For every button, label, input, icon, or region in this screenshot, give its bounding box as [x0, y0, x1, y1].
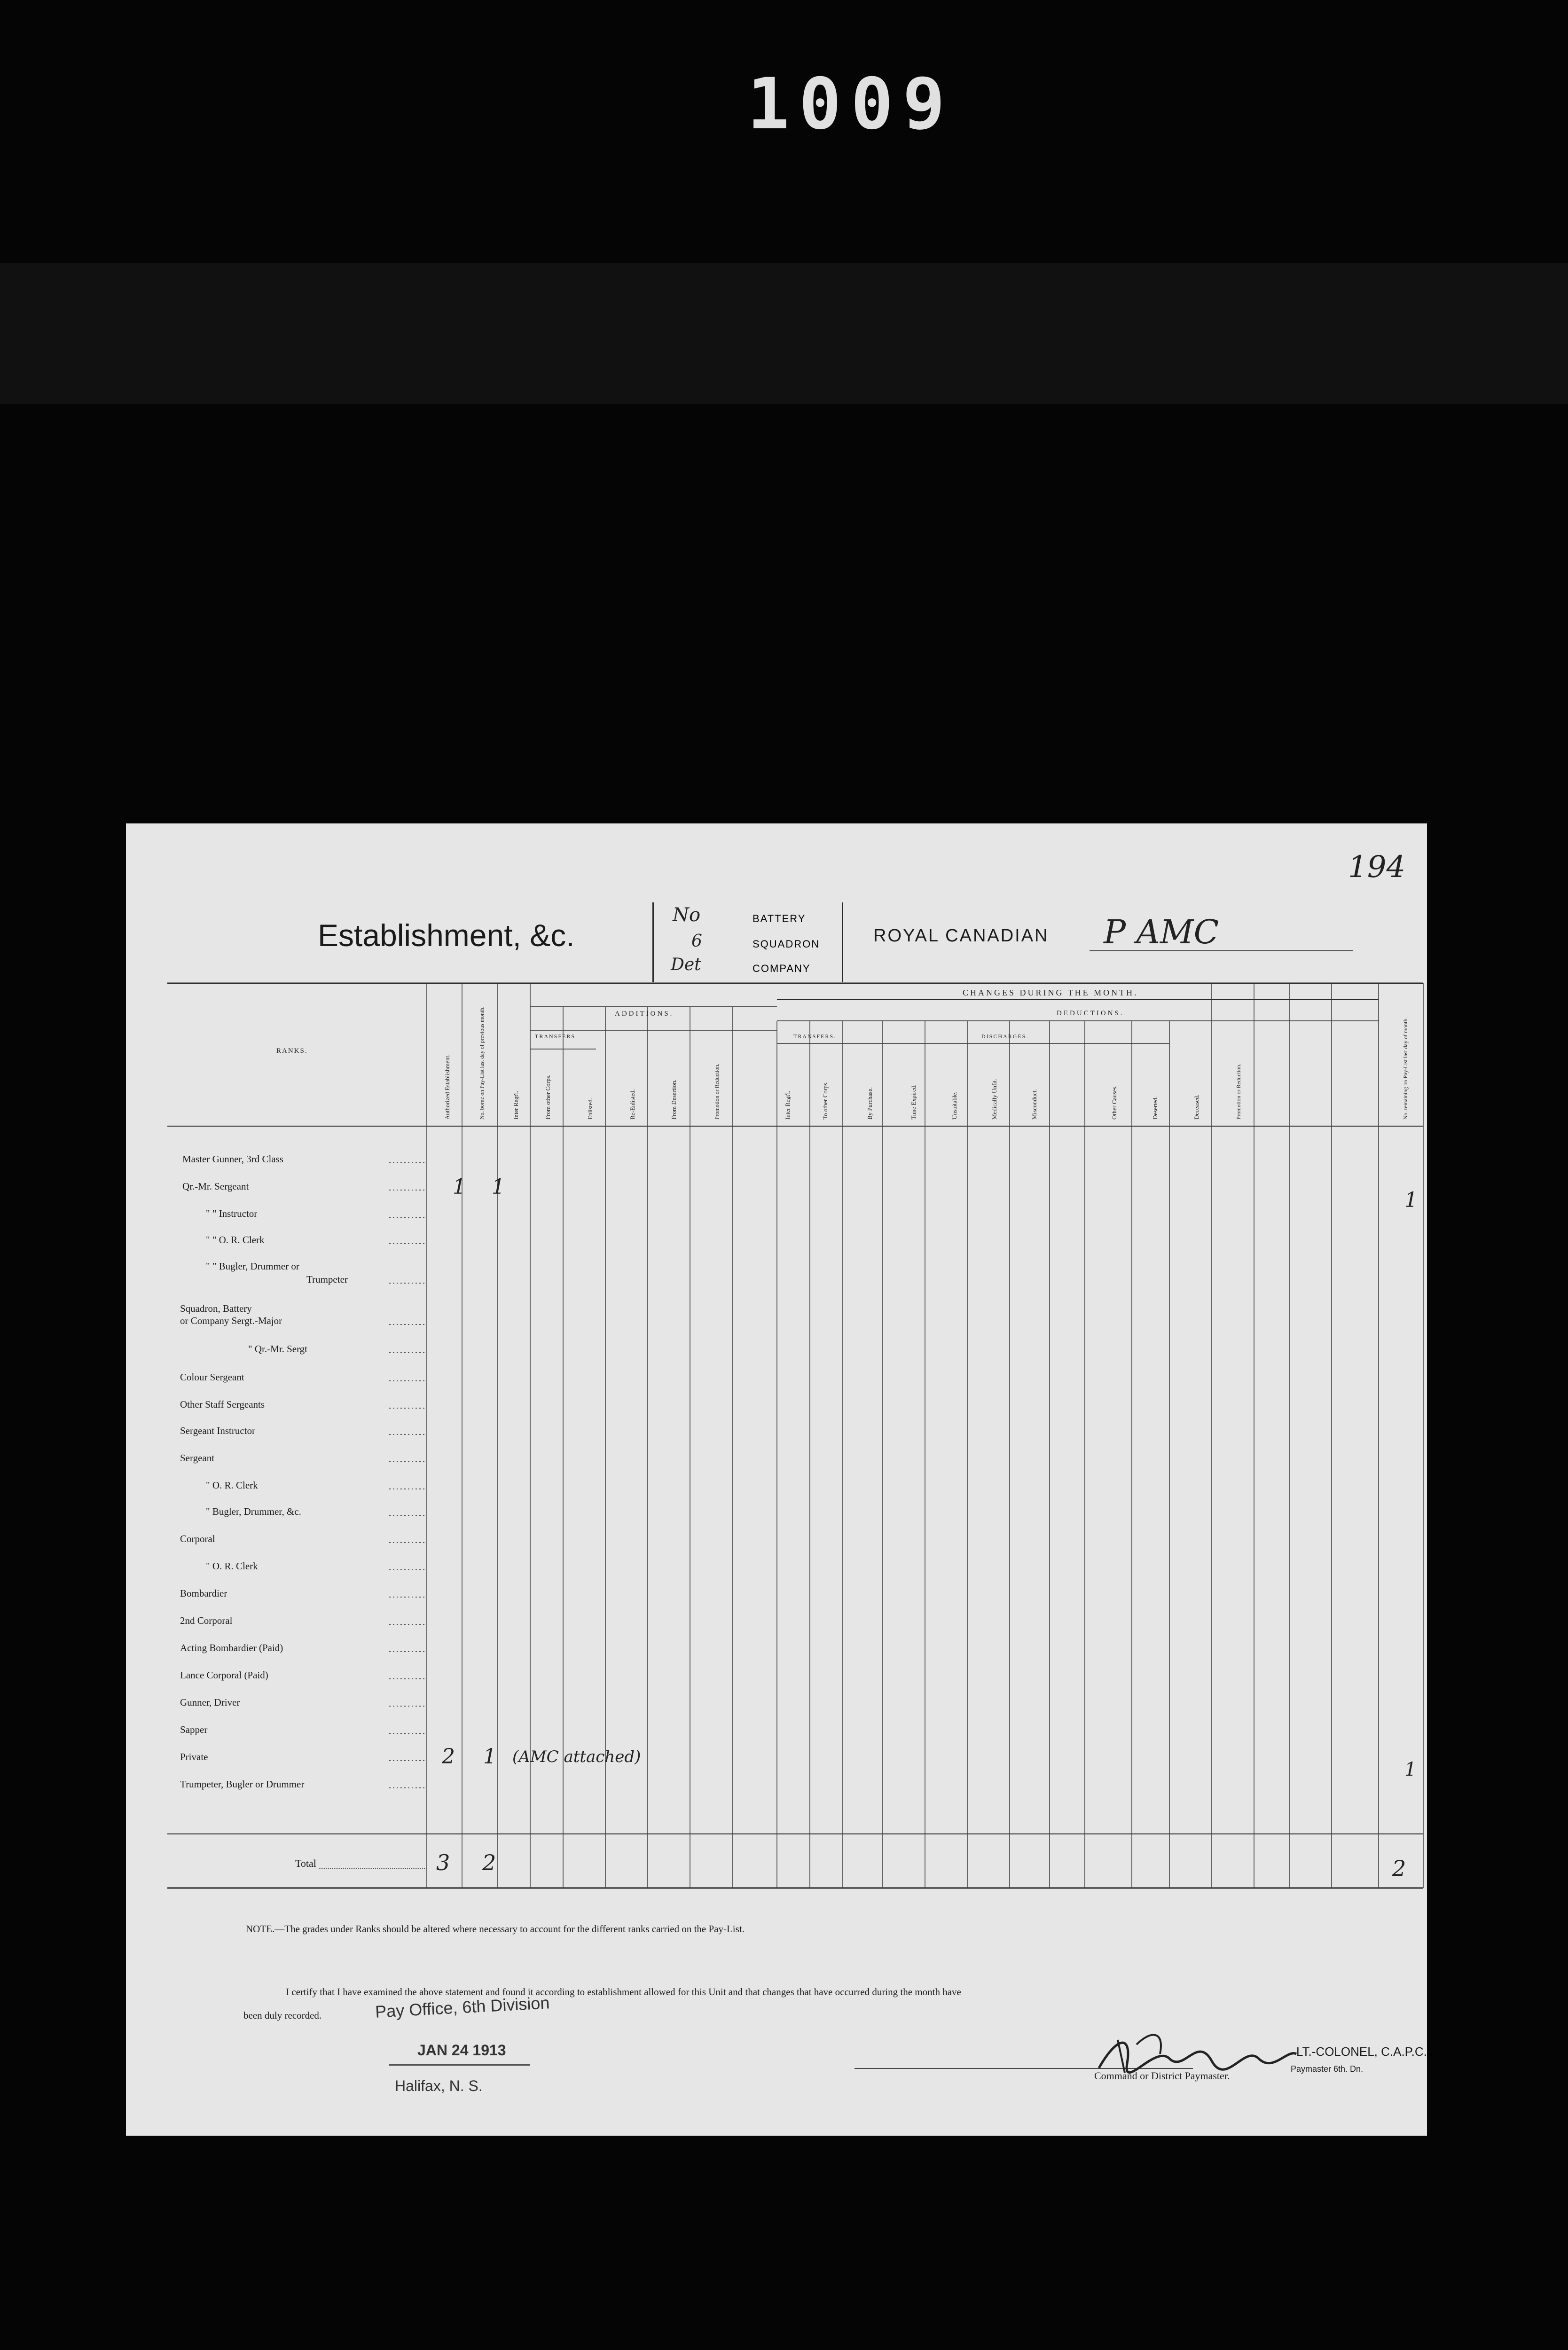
rank-row: Lance Corporal (Paid)	[180, 1669, 268, 1681]
col-to-other-corps: To other Corps.	[822, 1081, 829, 1120]
rank-row: Colour Sergeant	[180, 1371, 244, 1383]
battery-value: No	[673, 904, 701, 926]
stamp-date: JAN 24 1913	[417, 2042, 506, 2059]
corps-underline	[1090, 950, 1353, 951]
col-unsuitable: Unsuitable.	[951, 1091, 958, 1120]
col-inter-regt-ded: Inter Regt'l.	[784, 1090, 791, 1120]
col-by-purchase: By Purchase.	[866, 1087, 873, 1120]
private-authorized: 2	[442, 1745, 455, 1769]
signature-sub: Paymaster 6th. Dn.	[1291, 2064, 1364, 2074]
qm-sergeant-previous: 1	[492, 1175, 505, 1199]
rank-row: 2nd Corporal	[180, 1615, 233, 1626]
squadron-label: SQUADRON	[753, 938, 820, 950]
stamp-office: Pay Office, 6th Division	[375, 1993, 550, 2021]
rank-row: Private	[180, 1751, 208, 1762]
rank-row: Master Gunner, 3rd Class	[182, 1153, 283, 1165]
certify-text-end: been duly recorded.	[243, 2010, 322, 2021]
signature-title: Command or District Paymaster.	[1094, 2070, 1230, 2082]
col-re-enlisted: Re-Enlisted.	[629, 1089, 636, 1120]
qm-sergeant-remaining: 1	[1404, 1188, 1418, 1212]
total-authorized: 3	[436, 1850, 450, 1875]
col-other-causes: Other Causes.	[1111, 1085, 1118, 1120]
unit-fields	[652, 902, 843, 982]
col-misconduct: Misconduct.	[1031, 1089, 1038, 1120]
rank-row: or Company Sergt.-Major	[180, 1315, 282, 1326]
company-label: COMPANY	[753, 963, 811, 974]
col-inter-regt-add: Inter Regt'l.	[512, 1090, 519, 1120]
corps-handwritten: P AMC	[1104, 913, 1219, 951]
transfers-add-header: TRANSFERS.	[535, 1033, 578, 1040]
rank-row: Sapper	[180, 1724, 208, 1735]
col-remaining: No. remaining on Pay-List last day of month.	[1402, 1017, 1409, 1120]
col-from-other-corps: From other Corps.	[544, 1074, 551, 1120]
total-label: Total	[295, 1857, 316, 1869]
form-note: NOTE.—The grades under Ranks should be altered where necessary to account for the different ranks carried on the Pay-List.	[246, 1923, 745, 1935]
film-band	[0, 263, 1568, 404]
ranks-header: RANKS.	[276, 1047, 308, 1055]
rank-row: " " O. R. Clerk	[206, 1234, 265, 1246]
form-sheet	[126, 823, 1427, 2136]
col-promotion-ded: Promotion or Reduction.	[1235, 1064, 1242, 1120]
col-deceased: Deceased.	[1193, 1094, 1200, 1120]
rank-row: Squadron, Battery	[180, 1303, 252, 1314]
squadron-value: 6	[691, 932, 702, 951]
stamp-place: Halifax, N. S.	[395, 2077, 483, 2094]
rank-row: Bombardier	[180, 1588, 227, 1599]
rank-row: Other Staff Sergeants	[180, 1399, 265, 1410]
qm-sergeant-authorized: 1	[453, 1175, 466, 1199]
rank-row: Qr.-Mr. Sergeant	[182, 1181, 249, 1192]
transfers-ded-header: TRANSFERS.	[793, 1033, 837, 1040]
corps-printed: ROYAL CANADIAN	[873, 926, 1049, 946]
col-from-desertion: From Desertion.	[670, 1079, 677, 1120]
total-remaining: 2	[1392, 1856, 1406, 1881]
col-authorized: Authorized Establishment.	[444, 1054, 451, 1120]
rank-leaders	[126, 823, 455, 1904]
changes-header: CHANGES DURING THE MONTH.	[963, 988, 1138, 997]
rank-row: Trumpeter, Bugler or Drummer	[180, 1778, 305, 1790]
rank-row: " " Bugler, Drummer or	[206, 1261, 299, 1272]
private-remaining: 1	[1404, 1759, 1417, 1780]
rank-row: " O. R. Clerk	[206, 1480, 258, 1491]
discharges-header: DISCHARGES.	[981, 1033, 1029, 1040]
col-previous: No. borne on Pay-List last day of previous month.	[478, 1006, 485, 1120]
rank-row: " O. R. Clerk	[206, 1560, 258, 1572]
rank-row: " Qr.-Mr. Sergt	[248, 1343, 308, 1355]
private-note: (AMC attached)	[512, 1747, 641, 1766]
certify-text: I certify that I have examined the above statement and found it according to establishment allowed for this Unit and that changes that have occurred during the month have	[286, 1986, 961, 1998]
col-medically-unfit: Medically Unfit.	[991, 1079, 998, 1120]
signature-rank: LT.-COLONEL, C.A.P.C.	[1296, 2044, 1427, 2059]
frame-number: 1009	[747, 63, 955, 145]
private-previous: 1	[483, 1745, 496, 1769]
rank-row: Trumpeter	[306, 1274, 348, 1285]
total-previous: 2	[482, 1850, 496, 1875]
rank-row: Sergeant	[180, 1452, 215, 1464]
battery-label: BATTERY	[753, 913, 806, 924]
sheet-number: 194	[1348, 850, 1406, 885]
col-promotion-add: Promotion or Reduction.	[713, 1064, 720, 1120]
col-time-expired: Time Expired.	[910, 1084, 917, 1120]
additions-header: ADDITIONS.	[615, 1010, 674, 1018]
deductions-header: DEDUCTIONS.	[1057, 1010, 1124, 1017]
rank-row: " Bugler, Drummer, &c.	[206, 1506, 301, 1517]
form-title: Establishment, &c.	[318, 918, 575, 953]
rank-row: Sergeant Instructor	[180, 1425, 255, 1436]
rank-row: Acting Bombardier (Paid)	[180, 1642, 283, 1653]
total-leader	[319, 1868, 427, 1869]
rank-row: " " Instructor	[206, 1208, 258, 1219]
col-enlisted: Enlisted.	[587, 1098, 594, 1120]
col-deserted: Deserted.	[1152, 1096, 1159, 1120]
stamp-rule	[389, 2064, 530, 2066]
company-value: Det	[671, 955, 701, 974]
rank-row: Corporal	[180, 1533, 215, 1544]
rank-row: Gunner, Driver	[180, 1697, 240, 1708]
